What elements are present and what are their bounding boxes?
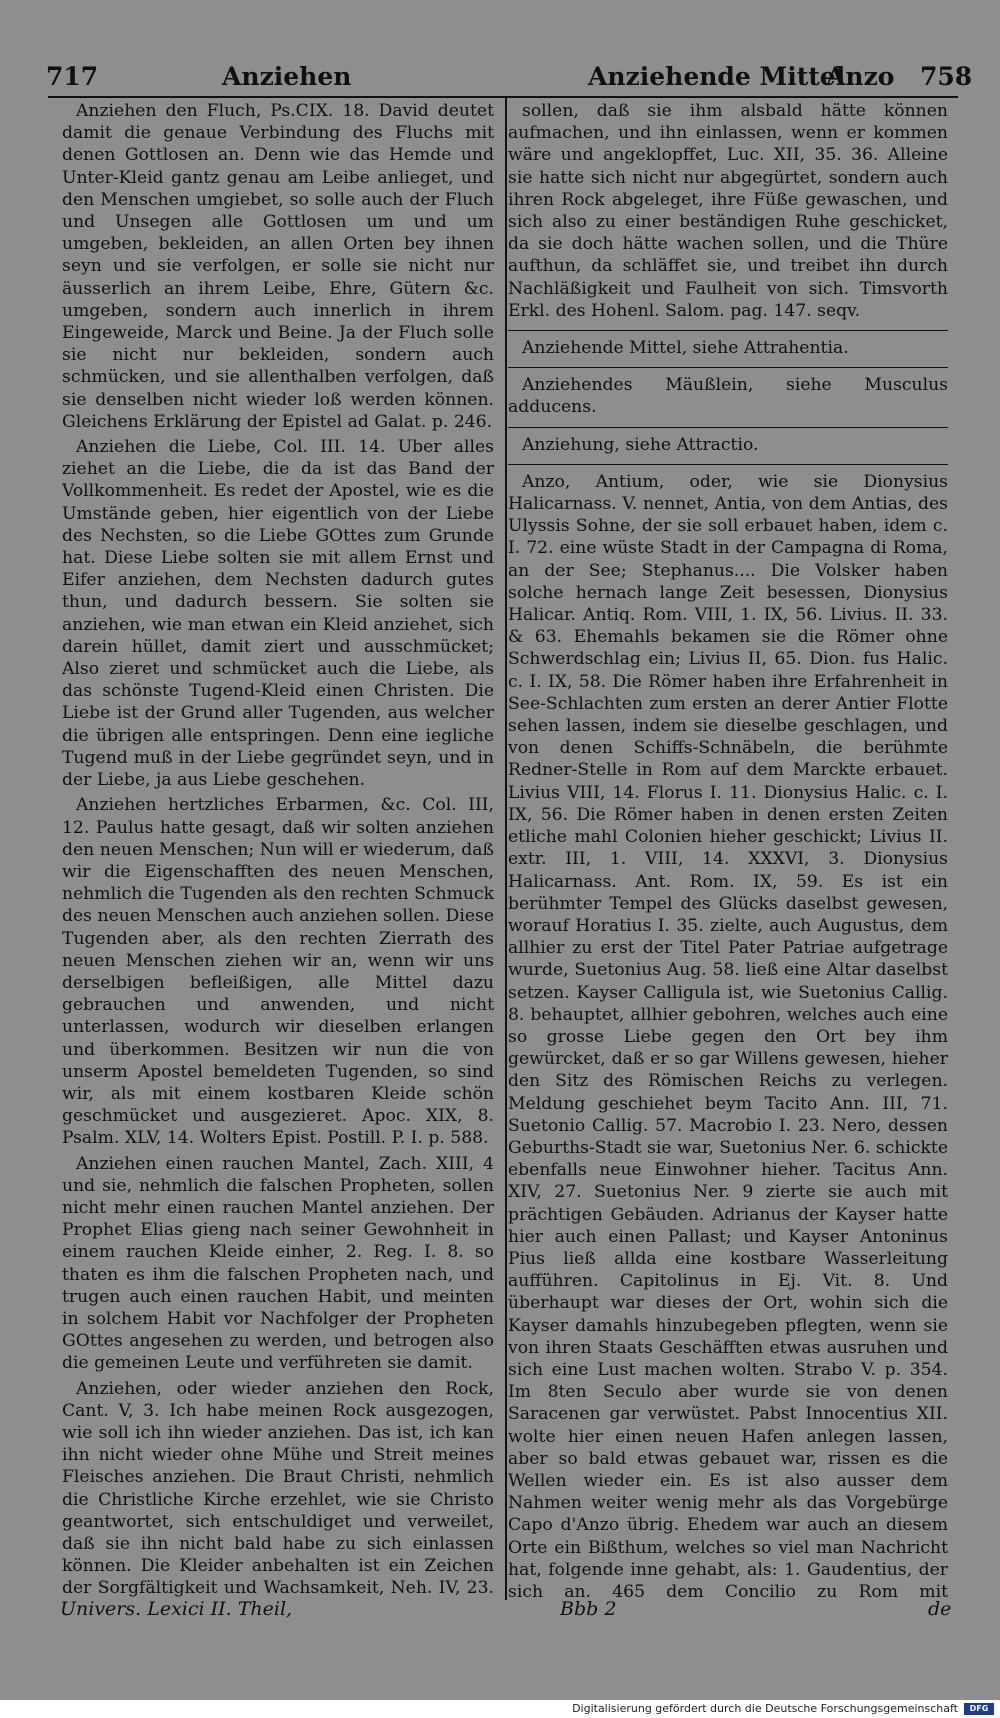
- page-footer: [60, 1598, 960, 1628]
- entry-paragraph: Anziehung, siehe Attractio.: [522, 434, 759, 455]
- running-header: [40, 58, 973, 98]
- entry-paragraph: Anziehendes Mäußlein, siehe Musculus adducens.: [508, 375, 948, 418]
- entry-paragraph: Anziehen, oder wieder anziehen den Rock, Cant. V, 3. Ich habe meinen Rock ausgezogen, wie soll ich ihn wieder anziehen. Das ist, ich kan ihn nicht wieder ohne Mühe und Streit meines Fleisches anziehen. Die Braut Christi, nehmlich die Christliche Kirche erzehlet, wie sie Christo geantwortet, sich entschuldiget und verweilet, daß sie ihn nicht bald habe zu sich einlassen können. Die Kleider anbehalten ist ein Zeichen der Sorgfältigkeit und Wachsamkeit, Neh. IV, 23.: [62, 1378, 494, 1599]
- right-column: [508, 100, 948, 1600]
- page-number-right: 758: [920, 62, 973, 91]
- entry-paragraph: sollen, daß sie ihm alsbald hätte können aufmachen, und ihn einlassen, wenn er kommen wäre und angeklopffet, Luc. XII, 35. 36. Alleine sie hatte sich nicht nur abgegürtet, sondern auch ihren Rock abgeleget, ihre Füße gewaschen, und sich also zu einer beständigen Ruhe geschicket, da sie doch hätte wachen sollen, und die Thüre aufthun, da schläffet sie, und treibet ihn durch Nachläßigkeit und Faulheit von sich. Timsvorth Erkl. des Hohenl. Salom. pag. 147. seqv.: [508, 101, 948, 321]
- footer-catchword: de: [928, 1598, 952, 1620]
- footer-volume: Univers. Lexici II. Theil,: [60, 1598, 293, 1620]
- entry-separator: [508, 330, 948, 331]
- entry-separator: [508, 464, 948, 465]
- digitization-strip: [0, 1700, 1000, 1718]
- left-column: [62, 100, 494, 1600]
- dfg-logo-icon: DFG: [964, 1703, 994, 1715]
- entry-paragraph: Anziehen die Liebe, Col. III. 14. Uber alles ziehet an die Liebe, die da ist das Band der Vollkommenheit. Es redet der Apostel, wie es die Umstände geben, hier eigentlich von der Liebe des Nechsten, so die Liebe GOttes zum Grunde hat. Diese Liebe solten sie mit allem Ernst und Eifer anziehen, dem Nechsten dadurch gutes thun, und dadurch bessern. Sie solten sie anziehen, wie man etwan ein Kleid anziehet, sich darein hüllet, damit ziert und ausschmücket; Also zieret und schmücket auch die Liebe, als das schönste Tugend-Kleid einen Christen. Die Liebe ist der Grund aller Tugenden, aus welcher die übrigen alle entspringen. Denn eine iegliche Tugend muß in der Liebe gegründet seyn, und in der Liebe, ja aus Liebe geschehen.: [62, 437, 494, 791]
- footer-signature: Bbb 2: [560, 1598, 617, 1620]
- entry-paragraph: Anziehen einen rauchen Mantel, Zach. XIII, 4 und sie, nehmlich die falschen Propheten, sollen nicht mehr einen rauchen Mantel anziehen. Der Prophet Elias gieng nach seiner Gewohnheit in einem rauchen Kleide einher, 2. Reg. I. 8. so thaten es ihm die falschen Propheten nach, und trugen auch einen rauchen Habit, und meinten in solchem Habit vor Nachfolger der Propheten GOttes angesehen zu werden, und betrogen also die gemeinen Leute und verführeten sie damit.: [62, 1153, 494, 1374]
- header-title-right-end: Anzo: [826, 62, 895, 91]
- entry-paragraph: Anzo, Antium, oder, wie sie Dionysius Halicarnass. V. nennet, Antia, von dem Antias, des Ulyssis Sohne, der sie soll erbauet haben, idem c. I. 72. eine wüste Stadt in der Campagna di Roma, an der See; Stephanus.... Die Volsker haben solche hernach lange Zeit besessen, Dionysius Halicar. Antiq. Rom. VIII, 1. IX, 56. Livius. II. 33. & 63. Ehemahls bekamen sie die Römer ohne Schwerdschlag ein; Livius II, 65. Dion. fus Halic. c. I. IX, 58. Die Römer haben ihre Erfahrenheit in See-Schlachten zum ersten an derer Antier Flotte sehen lassen, indem sie dieselbe geschlagen, und von denen Schiffs-Schnäbeln, die berühmte Redner-Stelle in Rom auf dem Marckte erbauet. Livius VIII, 14. Florus I. 11. Dionysius Halic. c. I. IX, 56. Die Römer haben in denen ersten Zeiten etliche mahl Colonien hieher geschickt; Livius II. extr. III, 1. VIII, 14. XXXVI, 3. Dionysius Halicarnass. Ant. Rom. IX, 59. Es ist ein berühmter Tempel des Glücks daselbst gewesen, worauf Horatius I. 35. zielte, auch Augustus, dem allhier zu erst der Titel Pater Patriae aufgetrage wurde, Suetonius Aug. 58. ließ eine Altar daselbst setzen. Kayser Calligula ist, wie Suetonius Callig. 8. behauptet, allhier gebohren, welches auch eine so grosse Liebe gegen den Ort bey ihm gewürcket, daß er so gar Willens gewesen, hieher den Sitz des Römischen Reichs zu verlegen. Meldung geschiehet beym Tacito Ann. III, 71. Suetonio Callig. 57. Macrobio I. 23. Nero, dessen Geburths-Stadt sie war, Suetonius Ner. 6. schickte ebenfalls neue Einwohner hieher. Tacitus Ann. XIV, 27. Suetonius Ner. 9 zierte sie auch mit prächtigen Gebäuden. Adrianus der Kayser hatte hier auch einen Pallast; und Kayser Antoninus Pius ließ allda eine kostbare Wasserleitung aufführen. Capitolinus in Ej. Vit. 8. Und überhaupt war dieses der Ort, wohin sich die Kayser damahls hinzubegeben pflegten, wenn sie von ihren Staats Geschäfften etwas ausruhen und sich eine Lust machen wolten. Strabo V. p. 354. Im 8ten Seculo aber wurde sie von denen Saracenen gar verwüstet. Pabst Innocentius XII. wolte hier einen neuen Hafen anlegen lassen, aber so bald etwas gebauet war, rissen es die Wellen wieder ein. Es ist also ausser dem Nahmen weiter wenig mehr als das Vorgebürge Capo d'Anzo übrig. Ehedem war auch an diesem Orte ein Bißthum, welches so viel man Nachricht hat, folgende inne gehabt, als: 1. Gaudentius, der sich an. 465 dem Concilio zu Rom mit: [508, 471, 948, 1600]
- entry-separator: [508, 367, 948, 368]
- header-title-right: Anziehende Mittel: [588, 62, 846, 91]
- entry-paragraph: Anziehende Mittel, siehe Attrahentia.: [522, 338, 849, 359]
- entry-paragraph: Anziehen hertzliches Erbarmen, &c. Col. III, 12. Paulus hatte gesagt, daß wir solten anziehen den neuen Menschen; Nun will er wiederum, daß wir die Eigenschafften des neuen Menschen, nehmlich die Tugenden als den rechten Schmuck des neuen Menschen auch anziehen sollen. Diese Tugenden aber, als den rechten Zierrath des neuen Menschen ziehen wir an, wenn wir uns derselbigen befleißigen, alle Mittel dazu gebrauchen und anwenden, und nicht unterlassen, wodurch wir dieselben erlangen und überkommen. Besitzen wir nun die von unserm Apostel bemeldeten Tugenden, so sind wir, als mit einem kostbaren Kleide schön geschmücket und ausgezieret. Apoc. XIX, 8. Psalm. XLV, 14. Wolters Epist. Postill. P. I. p. 588.: [62, 795, 494, 1149]
- entry-separator: [508, 427, 948, 428]
- page-number-left: 717: [46, 62, 99, 91]
- header-title-left: Anziehen: [222, 62, 352, 91]
- header-rule: [48, 96, 958, 98]
- funding-note: Digitalisierung gefördert durch die Deutsche Forschungsgemeinschaft: [572, 1702, 958, 1715]
- entry-paragraph: Anziehen den Fluch, Ps.CIX. 18. David deutet damit die genaue Verbindung des Fluchs mit denen Gottlosen an. Denn wie das Hemde und Unter-Kleid gantz genau am Leibe anlieget, und den Menschen umgiebet, so solle auch der Fluch und Unsegen alle Gottlosen um und um umgeben, bekleiden, an allen Orten bey ihnen seyn und sie verfolgen, er solle sie nicht nur äusserlich an ihrem Leibe, Ehre, Gütern &c. umgeben, sondern auch innerlich in ihrem Eingeweide, Marck und Beine. Ja der Fluch solle sie nicht nur bekleiden, sondern auch schmücken, und sie allenthalben verfolgen, daß sie denselben nicht wieder loß werden können. Gleichens Erklärung der Epistel ad Galat. p. 246.: [62, 101, 494, 432]
- column-divider: [505, 98, 507, 1600]
